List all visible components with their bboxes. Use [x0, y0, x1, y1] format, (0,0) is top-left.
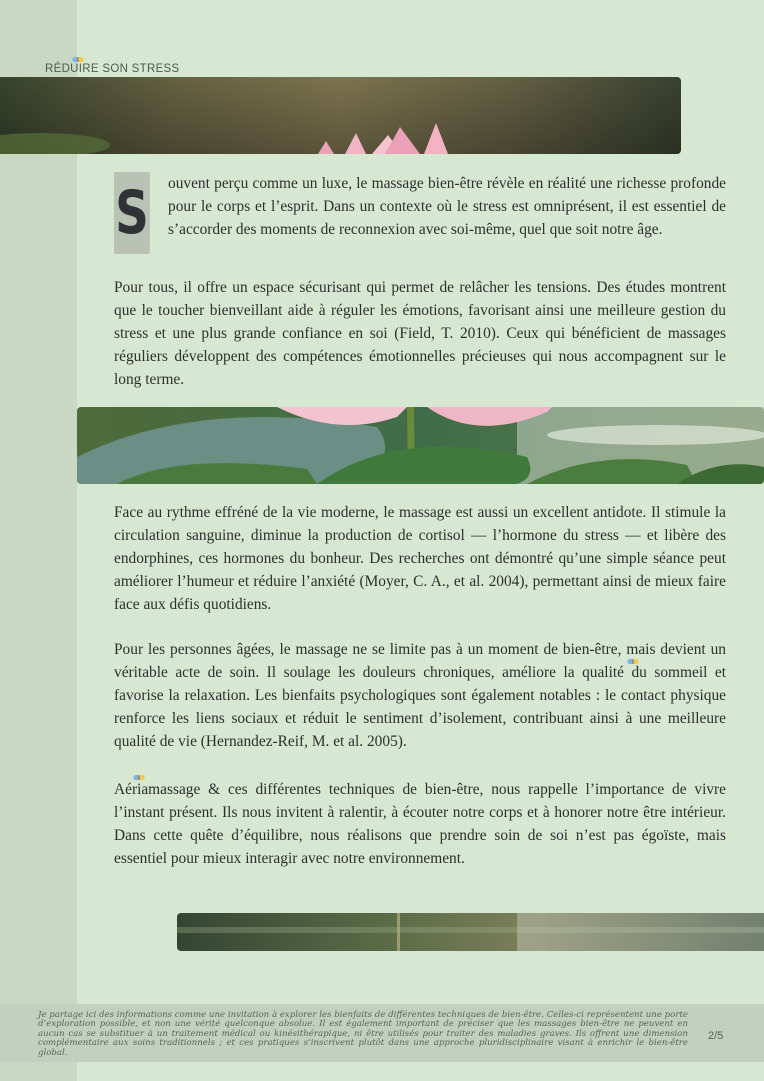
- lotus-banner-image: [0, 77, 681, 154]
- paragraph-3-text: Pour les personnes âgées, le massage ne se limite pas à un moment de bien-être, mais devient un véritable acte de soin. Il soulage les douleurs chroniques, améliore la qualité du sommeil et favorise la relaxation. Les bienfaits psychologiques sont également notables : le contact physique renforce les liens sociaux et réduit le sentiment d’isolement, contribuant ainsi à une meilleure qualité de vie (Hernandez-Reif, M. et al. 2005).: [114, 641, 726, 750]
- paragraph-3: [114, 638, 726, 753]
- paragraph-4: [114, 778, 726, 870]
- intro-paragraph: [114, 172, 726, 254]
- section-title: RÉDUIRE SON STRESS: [45, 63, 180, 75]
- lotus-leaves-banner-image: [77, 407, 764, 484]
- intro-text: ouvent perçu comme un luxe, le massage bien-être révèle en réalité une richesse profonde pour le corps et l’esprit. Dans un contexte où le stress est omniprésent, il est essentiel de s’accorder des moments de reconnexion avec soi-même, quel que soit notre âge.: [168, 175, 726, 238]
- paragraph-2: [114, 501, 726, 616]
- left-side-band: [0, 0, 77, 1081]
- butterfly-icon: [627, 658, 639, 665]
- disclaimer-text: Je partage ici des informations comme une invitation à explorer les bienfaits de différentes techniques de bien-être. Celles-ci représentent une porte d’exploration possible, et non une vérité quelconque absolue. Il est également important de préciser que les massages bien-être ne peuvent en aucun cas se substituer à un traitement médical ou kinésithérapique, ni être utilisés pour traiter des maladies graves. Ils offrent une dimension complémentaire aux soins traditionnels ; et ces pratiques s’inscrivent plutôt dans une approche pluridisciplinaire visant à enrichir le bien-être global.: [38, 1010, 688, 1058]
- paragraph-1: [114, 276, 726, 391]
- dropcap-letter: S: [114, 172, 150, 254]
- paragraph-1-text: Pour tous, il offre un espace sécurisant qui permet de relâcher les tensions. Des études montrent que le toucher bienveillant aide à réguler les émotions, favorisant ainsi une meilleure gestion du stress et une plus grande confiance en soi (Field, T. 2010). Ceux qui bénéficient de massages réguliers développent des compétences émotionnelles précieuses qui nous accompagnent sur le long terme.: [114, 279, 726, 388]
- paragraph-4-text: Aériamassage & ces différentes techniques de bien-être, nous rappelle l’importance de vivre l’instant présent. Ils nous invitent à ralentir, à écouter notre corps et à honorer notre être intérieur. Dans cette quête d’équilibre, nous réalisons que prendre soin de soi n’est pas égoïste, mais essentiel pour mieux interagir avec notre environnement.: [114, 781, 726, 867]
- page-number: 2/5: [708, 1030, 724, 1042]
- butterfly-icon: [72, 56, 84, 63]
- water-reflection-banner-image: [177, 913, 764, 951]
- paragraph-2-text: Face au rythme effréné de la vie moderne, le massage est aussi un excellent antidote. Il stimule la circulation sanguine, diminue la production de cortisol — l’hormone du stress — et libère des endorphines, ces hormones du bonheur. Des recherches ont démontré qu’une simple séance peut améliorer l’humeur et réduire l’anxiété (Moyer, C. A., et al. 2004), permettant ainsi de mieux faire face aux défis quotidiens.: [114, 504, 726, 613]
